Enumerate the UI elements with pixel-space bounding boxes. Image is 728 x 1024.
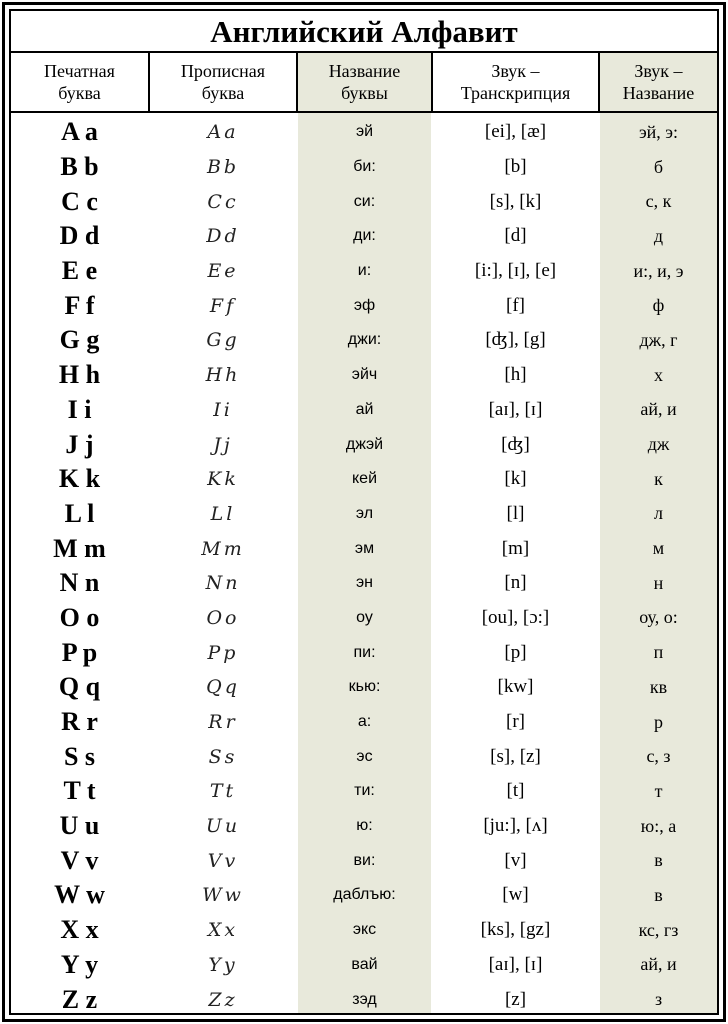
sound-name: и:, и, э bbox=[633, 260, 684, 281]
table-row bbox=[11, 288, 717, 323]
table-row bbox=[11, 774, 717, 809]
header-print-line2: буква bbox=[58, 83, 101, 103]
transcription: [i:], [ɪ], [e] bbox=[474, 260, 557, 282]
table-row bbox=[11, 843, 717, 878]
script-letter: Vv bbox=[207, 849, 239, 872]
letter-name: кей bbox=[351, 470, 377, 488]
print-letter: A a bbox=[61, 117, 98, 147]
transcription: [p] bbox=[504, 641, 527, 663]
header-name-line1: Название bbox=[328, 61, 401, 81]
script-letter: Xx bbox=[207, 919, 239, 942]
script-letter: Dd bbox=[206, 225, 240, 248]
script-letter: Nn bbox=[205, 572, 241, 595]
transcription: [b] bbox=[504, 156, 527, 178]
table-row bbox=[11, 948, 717, 983]
sound-name: в bbox=[654, 884, 663, 905]
transcription: [z] bbox=[504, 988, 527, 1010]
sound-name: с, к bbox=[645, 191, 672, 212]
header-letter-name bbox=[298, 53, 431, 111]
table-row bbox=[11, 184, 717, 219]
sound-name: эй, э: bbox=[638, 121, 679, 142]
print-letter: L l bbox=[64, 498, 95, 528]
column-divider bbox=[148, 53, 150, 113]
column-divider bbox=[598, 53, 600, 113]
table-row bbox=[11, 219, 717, 254]
sound-name: дж, г bbox=[639, 329, 678, 350]
print-letter: M m bbox=[53, 533, 106, 563]
print-letter: K k bbox=[58, 464, 101, 494]
sound-name: дж bbox=[647, 434, 670, 455]
table-row bbox=[11, 393, 717, 428]
sound-name: ф bbox=[652, 295, 665, 316]
table-header bbox=[11, 53, 717, 113]
table-row bbox=[11, 705, 717, 740]
header-script-line1: Прописная bbox=[180, 61, 266, 81]
table-row bbox=[11, 462, 717, 497]
sound-name: ю:, а bbox=[640, 815, 677, 836]
transcription: [k] bbox=[504, 468, 527, 490]
script-letter: Yy bbox=[208, 953, 238, 976]
transcription: [ʤ], [g] bbox=[485, 329, 546, 351]
letter-name: ю: bbox=[356, 817, 373, 835]
letter-name: и: bbox=[357, 262, 372, 280]
table-row bbox=[11, 601, 717, 636]
print-letter: O o bbox=[59, 602, 100, 632]
header-script-line2: буква bbox=[201, 83, 245, 103]
table-row bbox=[11, 739, 717, 774]
table-row bbox=[11, 809, 717, 844]
print-letter: Q q bbox=[58, 672, 101, 702]
sound-name: л bbox=[654, 503, 663, 524]
sound-name: х bbox=[654, 364, 663, 385]
script-letter: Gg bbox=[206, 329, 240, 352]
header-print-letter bbox=[11, 53, 148, 111]
transcription: [n] bbox=[504, 572, 527, 594]
transcription: [ei], [æ] bbox=[484, 121, 547, 143]
script-letter: Qq bbox=[206, 676, 240, 699]
sound-name: с, з bbox=[646, 746, 671, 767]
sound-name: б bbox=[653, 156, 664, 177]
script-letter: Uu bbox=[205, 815, 241, 838]
script-letter: Ii bbox=[213, 398, 233, 421]
sound-name: к bbox=[654, 468, 663, 489]
letter-name: эн bbox=[356, 574, 373, 592]
script-letter: Zz bbox=[208, 988, 238, 1011]
transcription: [t] bbox=[506, 780, 525, 802]
print-letter: W w bbox=[54, 880, 105, 910]
print-letter: B b bbox=[60, 152, 99, 182]
letter-name: ви: bbox=[353, 851, 376, 869]
letter-name: си: bbox=[353, 192, 376, 210]
table-row bbox=[11, 670, 717, 705]
header-name-line2: буквы bbox=[341, 83, 388, 103]
transcription: [aɪ], [ɪ] bbox=[488, 398, 543, 420]
script-letter: Bb bbox=[206, 156, 240, 179]
table-row bbox=[11, 115, 717, 150]
table-row bbox=[11, 913, 717, 948]
header-script-letter bbox=[150, 53, 296, 111]
transcription: [ks], [gz] bbox=[480, 919, 551, 941]
table-row bbox=[11, 878, 717, 913]
header-sound-name bbox=[600, 53, 717, 111]
letter-name: пи: bbox=[353, 643, 376, 661]
letter-name: а: bbox=[357, 713, 372, 731]
print-letter: T t bbox=[63, 776, 96, 806]
script-letter: Kk bbox=[207, 468, 239, 491]
letter-name: эл bbox=[355, 504, 374, 522]
letter-name: би: bbox=[353, 158, 376, 176]
print-letter: X x bbox=[60, 915, 99, 945]
transcription: [h] bbox=[504, 364, 527, 386]
letter-name: кью: bbox=[348, 678, 381, 696]
letter-name: эм bbox=[354, 539, 375, 557]
print-letter: C c bbox=[61, 186, 98, 216]
alphabet-table bbox=[9, 9, 719, 1015]
table-row bbox=[11, 150, 717, 185]
print-letter: F f bbox=[64, 290, 95, 320]
script-letter: Ss bbox=[208, 745, 238, 768]
sound-name: ай, и bbox=[640, 954, 677, 975]
sound-name: з bbox=[654, 989, 663, 1010]
script-letter: Pp bbox=[207, 641, 239, 664]
header-rus-line1: Звук – bbox=[634, 61, 683, 81]
letter-name: эф bbox=[353, 296, 376, 314]
table-row bbox=[11, 358, 717, 393]
transcription: [aɪ], [ɪ] bbox=[488, 953, 543, 975]
letter-name: ти: bbox=[354, 782, 375, 800]
header-rus-line2: Название bbox=[622, 83, 695, 103]
print-letter: Y y bbox=[60, 949, 99, 979]
transcription: [s], [z] bbox=[490, 745, 541, 767]
table-row bbox=[11, 635, 717, 670]
transcription: [w] bbox=[502, 884, 529, 906]
header-transcription bbox=[433, 53, 598, 111]
column-divider bbox=[431, 53, 433, 113]
script-letter: Ww bbox=[202, 884, 244, 907]
transcription: [l] bbox=[506, 502, 525, 524]
print-letter: E e bbox=[61, 256, 98, 286]
letter-name: даблъю: bbox=[333, 886, 396, 904]
transcription: [ju:], [ʌ] bbox=[483, 815, 548, 837]
print-letter: N n bbox=[59, 568, 100, 598]
letter-name: ди: bbox=[353, 227, 376, 245]
transcription: [r] bbox=[506, 711, 525, 733]
letter-name: экс bbox=[352, 921, 377, 939]
print-letter: S s bbox=[63, 741, 96, 771]
table-row bbox=[11, 323, 717, 358]
script-letter: Mm bbox=[201, 537, 245, 560]
sound-name: в bbox=[654, 850, 663, 871]
sound-name: оу, о: bbox=[639, 607, 678, 628]
script-letter: Rr bbox=[208, 711, 238, 734]
letter-name: джи: bbox=[347, 331, 382, 349]
transcription: [kw] bbox=[497, 676, 534, 698]
table-row bbox=[11, 982, 717, 1015]
script-letter: Ll bbox=[210, 502, 236, 525]
table-row bbox=[11, 254, 717, 289]
letter-name: эй bbox=[355, 123, 374, 141]
transcription: [ou], [ɔ:] bbox=[481, 606, 550, 628]
letter-name: джэй bbox=[345, 435, 384, 453]
sound-name: н bbox=[653, 572, 664, 593]
table-row bbox=[11, 427, 717, 462]
script-letter: Ff bbox=[209, 294, 237, 317]
letter-name: зэд bbox=[352, 990, 377, 1008]
column-divider bbox=[296, 53, 298, 113]
header-print-line1: Печатная bbox=[44, 61, 115, 81]
script-letter: Jj bbox=[213, 433, 233, 456]
print-letter: H h bbox=[58, 360, 101, 390]
transcription: [d] bbox=[504, 225, 527, 247]
transcription: [m] bbox=[501, 537, 530, 559]
print-letter: V v bbox=[60, 845, 99, 875]
sound-name: р bbox=[654, 711, 663, 732]
print-letter: D d bbox=[59, 221, 100, 251]
print-letter: I i bbox=[67, 394, 92, 424]
print-letter: P p bbox=[61, 637, 98, 667]
header-sound-line1: Звук – bbox=[491, 61, 540, 81]
sound-name: кв bbox=[649, 676, 668, 697]
print-letter: R r bbox=[61, 707, 98, 737]
page-title: Английский Алфавит bbox=[11, 11, 717, 53]
script-letter: Aa bbox=[207, 121, 239, 144]
sound-name: м bbox=[652, 538, 665, 559]
print-letter: J j bbox=[65, 429, 94, 459]
letter-name: ай bbox=[355, 400, 374, 418]
sound-name: п bbox=[653, 642, 664, 663]
header-sound-line2: Транскрипция bbox=[460, 83, 571, 103]
print-letter: G g bbox=[59, 325, 100, 355]
table-row bbox=[11, 566, 717, 601]
letter-name: вай bbox=[351, 955, 378, 973]
script-letter: Oo bbox=[206, 606, 240, 629]
script-letter: Ee bbox=[207, 260, 239, 283]
table-body bbox=[11, 115, 717, 1015]
sound-name: д bbox=[653, 225, 664, 246]
transcription: [v] bbox=[504, 849, 527, 871]
sound-name: т bbox=[654, 780, 663, 801]
table-row bbox=[11, 497, 717, 532]
letter-name: эс bbox=[356, 747, 373, 765]
letter-name: эйч bbox=[351, 366, 378, 384]
sound-name: ай, и bbox=[640, 399, 677, 420]
table-row bbox=[11, 531, 717, 566]
letter-name: оу bbox=[356, 608, 373, 626]
script-letter: Hh bbox=[205, 364, 241, 387]
transcription: [s], [k] bbox=[489, 190, 542, 212]
script-letter: Cc bbox=[207, 190, 239, 213]
print-letter: U u bbox=[59, 811, 100, 841]
print-letter: Z z bbox=[61, 984, 98, 1014]
transcription: [ʤ] bbox=[501, 433, 530, 455]
script-letter: Tt bbox=[209, 780, 237, 803]
transcription: [f] bbox=[506, 294, 525, 316]
sound-name: кс, гз bbox=[638, 919, 679, 940]
